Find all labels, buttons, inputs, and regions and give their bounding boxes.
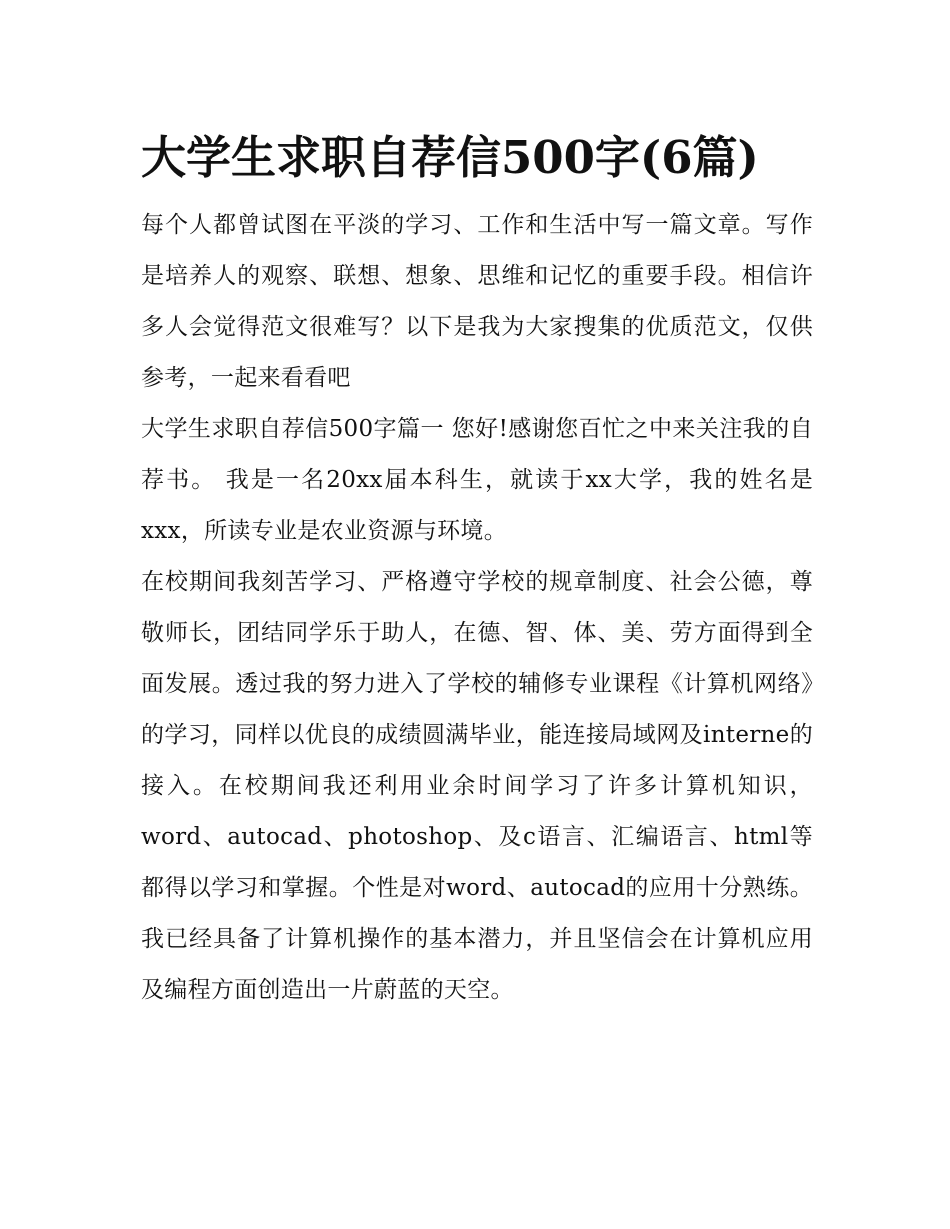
- intro-paragraph: 每个人都曾试图在平淡的学习、工作和生活中写一篇文章。写作是培养人的观察、联想、想象、思维和记忆的重要手段。相信许多人会觉得范文很难写？以下是我为大家搜集的优质范文，仅供参考，一起来看看吧: [141, 212, 813, 391]
- document-page: [141, 118, 813, 1016]
- document-body: [141, 200, 813, 1016]
- study-experience-paragraph: 在校期间我刻苦学习、严格遵守学校的规章制度、社会公德，尊敬师长，团结同学乐于助人，在德、智、体、美、劳方面得到全面发展。透过我的努力进入了学校的辅修专业课程《计算机网络》的学习，同样以优良的成绩圆满毕业，能连接局域网及interne的接入。在校期间我还利用业余时间学习了许多计算机知识，word、autocad、photoshop、及c语言、汇编语言、html等都得以学习和掌握。个性是对word、autocad的应用十分熟练。我已经具备了计算机操作的基本潜力，并且坚信会在计算机应用及编程方面创造出一片蔚蓝的天空。: [141, 569, 813, 1003]
- letter-opening-paragraph: 大学生求职自荐信500字篇一 您好!感谢您百忙之中来关注我的自荐书。 我是一名20xx届本科生，就读于xx大学，我的姓名是xxx，所读专业是农业资源与环境。: [141, 416, 813, 544]
- document-title: 大学生求职自荐信500字(6篇): [141, 131, 759, 184]
